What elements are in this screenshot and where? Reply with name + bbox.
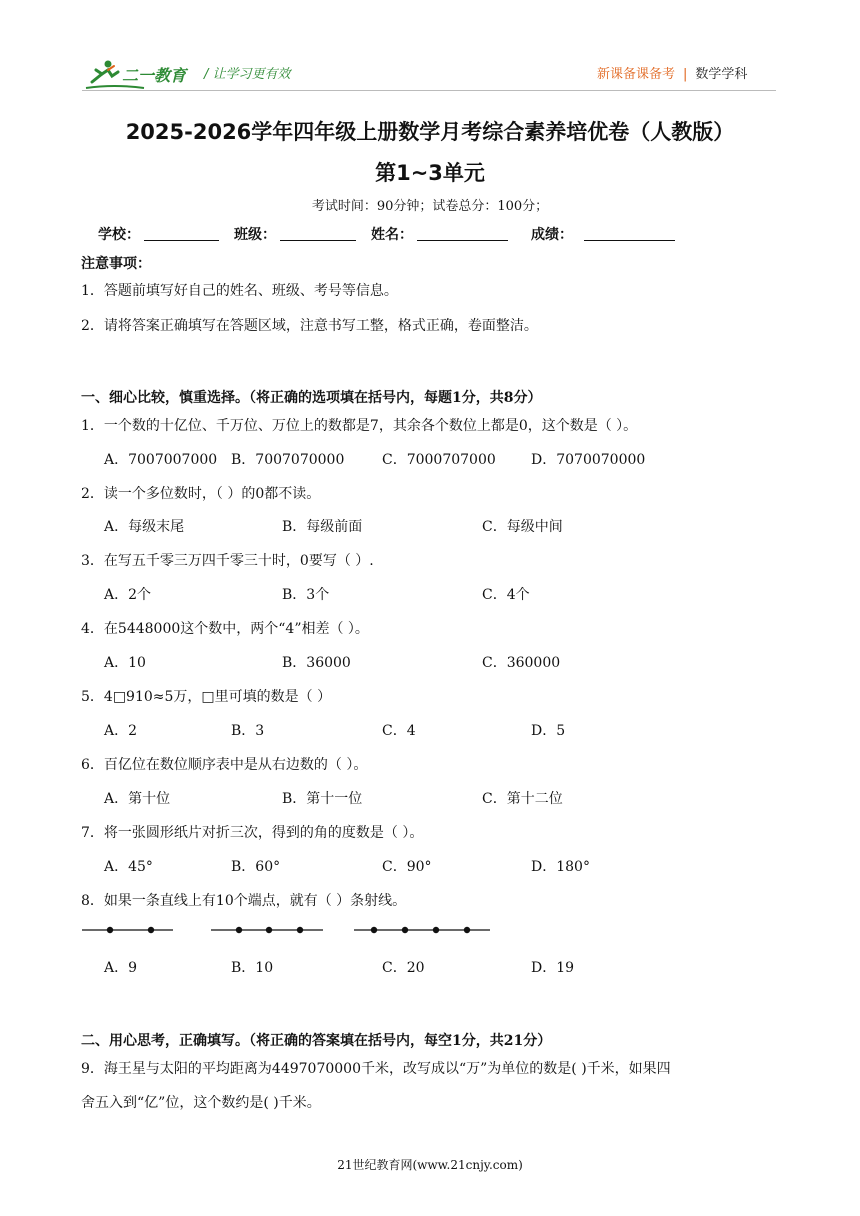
- logo-text: 二一教育: [122, 66, 187, 85]
- question-1: 1．一个数的十亿位、千万位、万位上的数都是7，其余各个数位上都是0，这个数是（ ）。: [81, 418, 638, 434]
- option: C．4个: [482, 587, 530, 603]
- option: B．10: [231, 960, 274, 976]
- option: B．3: [231, 723, 265, 739]
- section2-heading: 二、用心思考，正确填写。（将正确的答案填在括号内，每空1分，共21分）: [81, 1033, 552, 1049]
- header-separator: |: [683, 67, 688, 82]
- option: D．5: [531, 723, 566, 739]
- line-figure-a: [82, 927, 173, 933]
- question-9-line1: 9．海王星与太阳的平均距离为4497070000千米，改写成以“万”为单位的数是( )千米，如果四: [81, 1061, 671, 1077]
- header-divider: [82, 90, 776, 91]
- option: A．9: [104, 960, 138, 976]
- option: C．20: [382, 960, 425, 976]
- option: D．19: [531, 960, 575, 976]
- question-3: 3．在写五千零三万四千零三十时，0要写（ ）.: [81, 553, 374, 569]
- question-6: 6．百亿位在数位顺序表中是从右边数的（ ）。: [81, 757, 368, 773]
- exam-info: 考试时间：90分钟；试卷总分：100分；: [311, 199, 549, 214]
- option: C．每级中间: [482, 519, 563, 535]
- option: A．每级末尾: [104, 519, 185, 535]
- slogan: / 让学习更有效: [204, 67, 291, 82]
- note-item: 1．答题前填写好自己的姓名、班级、考号等信息。: [81, 283, 398, 299]
- option: C．第十二位: [482, 791, 563, 807]
- option: A．10: [104, 655, 146, 671]
- class-field[interactable]: [280, 240, 356, 241]
- question-5: 5．4□910≈5万，□里可填的数是（ ）: [81, 689, 332, 705]
- line-figures: [80, 920, 500, 940]
- school-label: 学校：: [98, 227, 140, 243]
- option: A．2: [104, 723, 138, 739]
- question-4: 4．在5448000这个数中，两个“4”相差（ ）。: [81, 621, 369, 637]
- option: B．36000: [282, 655, 351, 671]
- line-figure-b: [211, 927, 323, 933]
- question-2: 2．读一个多位数时，（ ）的0都不读。: [81, 486, 321, 502]
- option: B．第十一位: [282, 791, 363, 807]
- header-course-label: 新课备课备考: [597, 67, 676, 82]
- score-label: 成绩：: [531, 227, 573, 243]
- question-7: 7．将一张圆形纸片对折三次，得到的角的度数是（ ）。: [81, 825, 424, 841]
- class-label: 班级：: [234, 227, 276, 243]
- question-9-line2: 舍五入到“亿”位，这个数约是( )千米。: [81, 1095, 321, 1111]
- option: D．7070070000: [531, 452, 646, 468]
- line-figure-c: [354, 927, 490, 933]
- header-right: [597, 63, 747, 82]
- option: C．90°: [382, 859, 432, 875]
- page-footer: 21世纪教育网(www.21cnjy.com): [337, 1158, 523, 1172]
- option: D．180°: [531, 859, 590, 875]
- option: A．7007007000: [104, 452, 218, 468]
- option: B．每级前面: [282, 519, 363, 535]
- section1-heading: 一、细心比较，慎重选择。（将正确的选项填在括号内，每题1分，共8分）: [81, 390, 542, 406]
- option: C．7000707000: [382, 452, 496, 468]
- name-field[interactable]: [417, 240, 508, 241]
- option: B．60°: [231, 859, 281, 875]
- header-subject-label: 数学学科: [695, 67, 748, 82]
- name-label: 姓名：: [371, 227, 413, 243]
- question-8: 8．如果一条直线上有10个端点，就有（ ）条射线。: [81, 893, 407, 909]
- score-field[interactable]: [584, 240, 675, 241]
- option: C．360000: [482, 655, 561, 671]
- option: A．2个: [104, 587, 152, 603]
- note-item: 2．请将答案正确填写在答题区域，注意书写工整，格式正确，卷面整洁。: [81, 318, 538, 334]
- notes-title: 注意事项：: [81, 256, 151, 272]
- school-field[interactable]: [144, 240, 219, 241]
- option: C．4: [382, 723, 416, 739]
- page-subtitle: 第1~3单元: [375, 161, 485, 185]
- option: A．45°: [104, 859, 153, 875]
- option: B．7007070000: [231, 452, 345, 468]
- option: B．3个: [282, 587, 330, 603]
- page-title: 2025-2026学年四年级上册数学月考综合素养培优卷（人教版）: [125, 120, 735, 144]
- option: A．第十位: [104, 791, 171, 807]
